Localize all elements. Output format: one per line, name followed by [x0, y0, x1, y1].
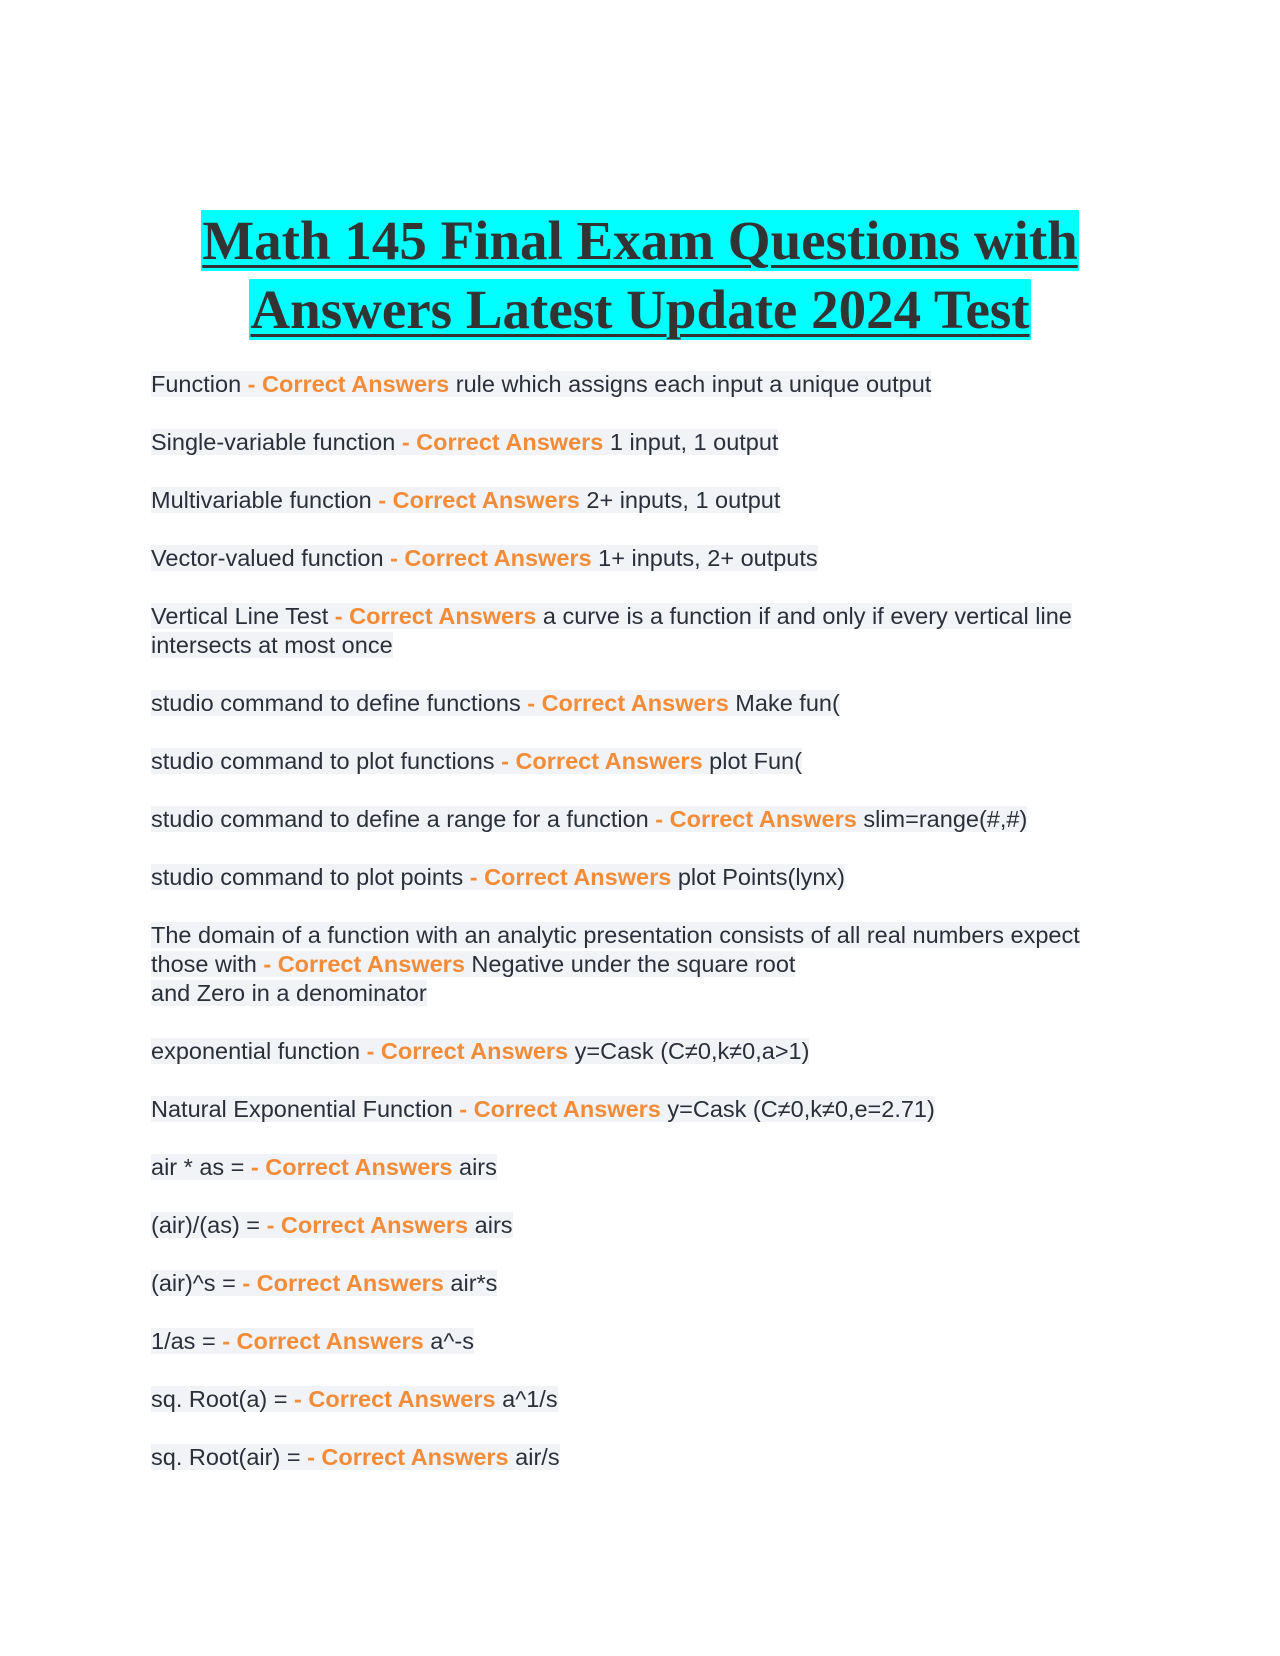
- qa-answer: y=Cask (C≠0,k≠0,a>1): [568, 1038, 810, 1064]
- qa-term: Single-variable function: [151, 429, 402, 455]
- page-title: [150, 206, 1130, 344]
- qa-term: Vertical Line Test: [151, 603, 335, 629]
- qa-term: studio command to define functions: [151, 690, 528, 716]
- qa-answer: rule which assigns each input a unique output: [449, 371, 932, 397]
- correct-answers-label: - Correct Answers: [294, 1386, 496, 1412]
- correct-answers-label: - Correct Answers: [501, 748, 703, 774]
- qa-item: [151, 805, 1121, 834]
- correct-answers-label: - Correct Answers: [334, 603, 537, 629]
- qa-answer-line-2: and Zero in a denominator: [151, 980, 427, 1006]
- qa-item: [151, 370, 1121, 399]
- correct-answers-label: - Correct Answers: [263, 951, 465, 977]
- correct-answers-label: - Correct Answers: [401, 429, 604, 455]
- qa-term: Vector-valued function: [151, 545, 391, 571]
- qa-answer: 2+ inputs, 1 output: [579, 487, 781, 513]
- title-line-1: Math 145 Final Exam Questions with: [202, 210, 1078, 271]
- qa-item: [151, 863, 1121, 892]
- qa-answer: a^-s: [423, 1328, 474, 1354]
- qa-term: studio command to define a range for a function: [151, 806, 656, 832]
- qa-answer: airs: [468, 1212, 513, 1238]
- qa-term: sq. Root(a) =: [151, 1386, 295, 1412]
- correct-answers-label: - Correct Answers: [250, 1154, 453, 1180]
- qa-term: (air)/(as) =: [151, 1212, 267, 1238]
- qa-answer: y=Cask (C≠0,k≠0,e=2.71): [660, 1096, 935, 1122]
- qa-answer: a curve is a function if and only if every vertical line intersects at most once: [151, 603, 1072, 658]
- qa-answer: slim=range(#,#): [856, 806, 1028, 832]
- correct-answers-label: - Correct Answers: [247, 371, 450, 397]
- correct-answers-label: - Correct Answers: [469, 864, 672, 890]
- qa-answer: 1 input, 1 output: [603, 429, 779, 455]
- qa-item: [151, 1385, 1121, 1414]
- correct-answers-label: - Correct Answers: [242, 1270, 444, 1296]
- correct-answers-label: - Correct Answers: [527, 690, 729, 716]
- correct-answers-label: - Correct Answers: [378, 487, 580, 513]
- qa-item: [151, 486, 1121, 515]
- title-line-2: Answers Latest Update 2024 Test: [250, 279, 1030, 340]
- correct-answers-label: - Correct Answers: [266, 1212, 469, 1238]
- qa-answer: air/s: [508, 1444, 560, 1470]
- qa-answer: Make fun(: [728, 690, 840, 716]
- qa-term: Function: [151, 371, 248, 397]
- qa-term: studio command to plot points: [151, 864, 470, 890]
- correct-answers-label: - Correct Answers: [655, 806, 857, 832]
- correct-answers-label: - Correct Answers: [366, 1038, 569, 1064]
- qa-term: Natural Exponential Function: [151, 1096, 460, 1122]
- qa-term: air * as =: [151, 1154, 251, 1180]
- correct-answers-label: - Correct Answers: [307, 1444, 509, 1470]
- qa-item: [151, 1095, 1121, 1124]
- qa-item: [151, 602, 1121, 660]
- qa-item: [151, 1327, 1121, 1356]
- qa-item: [151, 1153, 1121, 1182]
- qa-term: Multivariable function: [151, 487, 379, 513]
- qa-answer: plot Fun(: [702, 748, 802, 774]
- qa-item: [151, 1037, 1121, 1066]
- qa-term: 1/as =: [151, 1328, 223, 1354]
- qa-item: [151, 1443, 1121, 1472]
- qa-answer: airs: [452, 1154, 497, 1180]
- qa-term: studio command to plot functions: [151, 748, 502, 774]
- correct-answers-label: - Correct Answers: [222, 1328, 424, 1354]
- qa-item: [151, 921, 1121, 1008]
- qa-answer: Negative under the square root: [464, 951, 796, 977]
- qa-list: [151, 370, 1121, 1501]
- qa-term: exponential function: [151, 1038, 367, 1064]
- qa-term: (air)^s =: [151, 1270, 243, 1296]
- qa-term: sq. Root(air) =: [151, 1444, 308, 1470]
- qa-answer: 1+ inputs, 2+ outputs: [591, 545, 818, 571]
- qa-answer: plot Points(lynx): [671, 864, 845, 890]
- qa-item: [151, 544, 1121, 573]
- qa-item: [151, 1211, 1121, 1240]
- qa-item: [151, 689, 1121, 718]
- qa-item: [151, 1269, 1121, 1298]
- qa-item: [151, 747, 1121, 776]
- correct-answers-label: - Correct Answers: [459, 1096, 661, 1122]
- correct-answers-label: - Correct Answers: [390, 545, 592, 571]
- qa-answer: a^1/s: [495, 1386, 558, 1412]
- qa-answer: air*s: [443, 1270, 498, 1296]
- qa-item: [151, 428, 1121, 457]
- qa-term: The domain of a function with an analytic presentation consists of all real numbers expect those with: [151, 922, 1080, 977]
